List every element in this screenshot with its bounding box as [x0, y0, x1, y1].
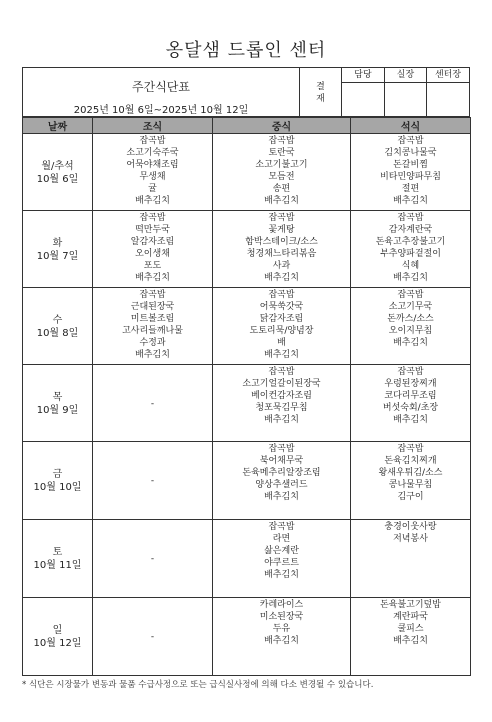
breakfast-item: 배추김치: [135, 350, 170, 360]
dinner-cell: [351, 288, 471, 365]
lunch-item: 송편: [272, 184, 291, 194]
day-name: 토: [52, 547, 63, 558]
dinner-item: 콩나물무침: [388, 480, 433, 490]
footnote: * 식단은 시장물가 변동과 물품 수급사정으로 또는 급식실사정에 의해 다소 변경될 수 있습니다.: [22, 680, 374, 690]
dinner-item: 부추양파겉절이: [380, 249, 441, 259]
menu-row: [23, 288, 471, 365]
dinner-item: 배추김치: [393, 196, 428, 206]
day-date: 10월 7일: [36, 250, 79, 262]
column-header-date: 날짜: [23, 118, 93, 134]
menu-row: [23, 211, 471, 288]
dinner-item: 배추김치: [393, 338, 428, 348]
lunch-item: 잡곡밥: [268, 444, 295, 454]
menu-row: [23, 365, 471, 442]
lunch-item: 꽃게탕: [268, 225, 295, 235]
breakfast-item: -: [150, 398, 155, 409]
lunch-item: 배추김치: [264, 273, 299, 283]
lunch-item: 카레라이스: [259, 600, 304, 610]
lunch-item: 미소된장국: [259, 612, 304, 622]
lunch-cell: [213, 288, 351, 365]
dinner-item: 배추김치: [393, 273, 428, 283]
lunch-item: 청포묵김무침: [255, 403, 308, 413]
dinner-item: 잡곡밥: [397, 213, 424, 223]
dinner-item: 감자계란국: [388, 225, 433, 235]
day-cell: [23, 211, 93, 288]
dinner-cell: [351, 442, 471, 520]
approval-box-director: [427, 67, 470, 117]
lunch-cell: [213, 598, 351, 676]
lunch-item: 사과: [272, 261, 291, 271]
page-title: 옹달샘 드롭인 센터: [165, 40, 327, 61]
day-cell: [23, 365, 93, 442]
day-date: 10월 11일: [33, 560, 82, 571]
lunch-item: 잡곡밥: [268, 290, 295, 300]
breakfast-item: 배추김치: [135, 196, 170, 206]
week-title: 주간식단표: [132, 80, 190, 94]
day-date: 10월 12일: [33, 638, 82, 649]
breakfast-item: 배추김치: [135, 273, 170, 283]
dinner-item: 오이지무침: [388, 326, 433, 336]
dinner-item: 잡곡밥: [397, 367, 424, 377]
dinner-cell: [351, 598, 471, 676]
lunch-item: 야쿠르트: [264, 558, 299, 568]
lunch-item: 배추김치: [264, 492, 299, 502]
dinner-item: 배추김치: [393, 415, 428, 425]
dinner-item: 소고기무국: [388, 302, 433, 312]
dinner-item: 버섯숙회/초장: [382, 403, 439, 413]
approval-box-staff: [342, 67, 385, 117]
dinner-item: 충경이웃사랑: [384, 522, 437, 532]
dinner-item: 식혜: [401, 261, 420, 271]
lunch-cell: [213, 365, 351, 442]
lunch-item: 베이컨감자조림: [251, 391, 312, 401]
dinner-item: 김치콩나물국: [384, 148, 437, 158]
breakfast-item: -: [150, 476, 155, 486]
dinner-item: 돈육김치찌개: [384, 456, 437, 466]
week-title-box: [22, 67, 300, 117]
lunch-item: 닭감자조림: [259, 314, 304, 324]
lunch-item: 양상추샐러드: [255, 480, 308, 490]
dinner-item: 계란파국: [393, 612, 428, 622]
approval-label: [300, 67, 342, 117]
approval-box-manager: [385, 67, 427, 117]
breakfast-cell: [93, 134, 213, 211]
lunch-item: 배추김치: [264, 196, 299, 206]
lunch-item: 모듬전: [268, 172, 295, 182]
menu-row: [23, 598, 471, 676]
lunch-item: 토란국: [268, 148, 295, 158]
breakfast-item: 떡만두국: [135, 225, 170, 235]
day-date: 10월 9일: [36, 404, 79, 416]
lunch-item: 배추김치: [264, 415, 299, 425]
day-cell: [23, 134, 93, 211]
menu-row: [23, 442, 471, 520]
column-header-lunch: 중식: [213, 118, 351, 134]
lunch-item: 잡곡밥: [268, 213, 295, 223]
dinner-cell: [351, 134, 471, 211]
menu-body: [23, 134, 471, 676]
breakfast-cell: [93, 365, 213, 442]
lunch-item: 어묵쑥갓국: [259, 302, 304, 312]
dinner-item: 비타민양파무침: [380, 172, 441, 182]
lunch-item: 북어채무국: [259, 456, 304, 466]
day-cell: [23, 288, 93, 365]
header-block: [22, 67, 470, 117]
breakfast-cell: [93, 211, 213, 288]
day-date: 10월 8일: [36, 327, 79, 339]
dinner-item: 잡곡밥: [397, 444, 424, 454]
breakfast-item: 수정과: [139, 338, 166, 348]
breakfast-item: 어묵야채조림: [126, 160, 179, 170]
table-header-row: [23, 118, 471, 134]
breakfast-item: 잡곡밥: [139, 136, 166, 146]
dinner-cell: [351, 365, 471, 442]
dinner-item: 잡곡밥: [397, 290, 424, 300]
breakfast-item: -: [150, 554, 155, 564]
breakfast-item: 잡곡밥: [139, 213, 166, 223]
lunch-cell: [213, 442, 351, 520]
lunch-item: 잡곡밥: [268, 136, 295, 146]
breakfast-cell: [93, 598, 213, 676]
dinner-item: 코다리무조림: [384, 391, 437, 401]
lunch-cell: [213, 134, 351, 211]
lunch-item: 도토리묵/양념장: [249, 326, 314, 336]
approval-box-director-label: 센터장: [427, 68, 469, 83]
day-name: 일: [52, 625, 63, 636]
lunch-item: 배추김치: [264, 570, 299, 580]
dinner-item: 돈까스/소스: [387, 314, 434, 324]
dinner-item: 배추김치: [393, 636, 428, 646]
breakfast-item: 근대된장국: [130, 302, 175, 312]
lunch-item: 배: [277, 338, 286, 348]
day-cell: [23, 520, 93, 598]
dinner-item: 김구이: [397, 492, 424, 502]
day-cell: [23, 598, 93, 676]
dinner-item: 돈육불고기덮밥: [380, 600, 441, 610]
lunch-item: 삶은계란: [264, 546, 299, 556]
menu-period: 2025년 10월 6일~2025년 10월 12일: [73, 105, 249, 116]
dinner-item: 우렁된장찌개: [384, 379, 437, 389]
breakfast-item: 잡곡밥: [139, 290, 166, 300]
day-name: 수: [52, 314, 63, 326]
lunch-item: 배추김치: [264, 636, 299, 646]
day-date: 10월 6일: [36, 173, 79, 185]
breakfast-item: -: [150, 632, 155, 642]
breakfast-item: 무생채: [139, 172, 166, 182]
dinner-item: 절편: [401, 184, 420, 194]
dinner-item: 돈갈비찜: [393, 160, 428, 170]
lunch-item: 잡곡밥: [268, 367, 295, 377]
dinner-item: 저녁봉사: [393, 534, 428, 544]
approval-label-text: 결 재: [316, 82, 325, 104]
breakfast-item: 미트볼조림: [130, 314, 175, 324]
lunch-item: 두유: [272, 624, 291, 634]
day-date: 10월 10일: [33, 482, 82, 493]
breakfast-item: 고사리들깨나물: [122, 326, 183, 336]
lunch-item: 함박스테이크/소스: [245, 237, 318, 247]
lunch-item: 배추김치: [264, 350, 299, 360]
breakfast-item: 포도: [143, 261, 162, 271]
column-header-breakfast: 조식: [93, 118, 213, 134]
day-name: 금: [52, 469, 63, 480]
dinner-item: 돈육고추장불고기: [375, 237, 446, 247]
lunch-item: 잡곡밥: [268, 522, 295, 532]
lunch-cell: [213, 520, 351, 598]
breakfast-cell: [93, 442, 213, 520]
lunch-item: 청경채느타리볶음: [246, 249, 317, 259]
breakfast-cell: [93, 520, 213, 598]
approval-box-manager-label: 실장: [385, 68, 426, 83]
menu-row: [23, 134, 471, 211]
day-cell: [23, 442, 93, 520]
breakfast-item: 소고기숙주국: [126, 148, 179, 158]
day-name: 목: [52, 391, 63, 403]
breakfast-item: 귤: [148, 184, 157, 194]
breakfast-item: 오이생채: [135, 249, 170, 259]
day-name: 월/추석: [41, 160, 74, 172]
lunch-item: 소고기얼갈이된장국: [242, 379, 321, 389]
dinner-cell: [351, 520, 471, 598]
weekly-menu-table: [22, 117, 471, 676]
lunch-item: 돈육메추리알장조림: [242, 468, 321, 478]
lunch-item: 라면: [272, 534, 291, 544]
menu-row: [23, 520, 471, 598]
lunch-item: 소고기불고기: [255, 160, 308, 170]
dinner-item: 쿨피스: [397, 624, 424, 634]
breakfast-cell: [93, 288, 213, 365]
column-header-dinner: 석식: [351, 118, 471, 134]
dinner-item: 잡곡밥: [397, 136, 424, 146]
dinner-item: 왕새우튀김/소스: [378, 468, 443, 478]
breakfast-item: 알감자조림: [130, 237, 175, 247]
approval-box-staff-label: 담당: [342, 68, 384, 83]
dinner-cell: [351, 211, 471, 288]
day-name: 화: [52, 237, 63, 249]
lunch-cell: [213, 211, 351, 288]
